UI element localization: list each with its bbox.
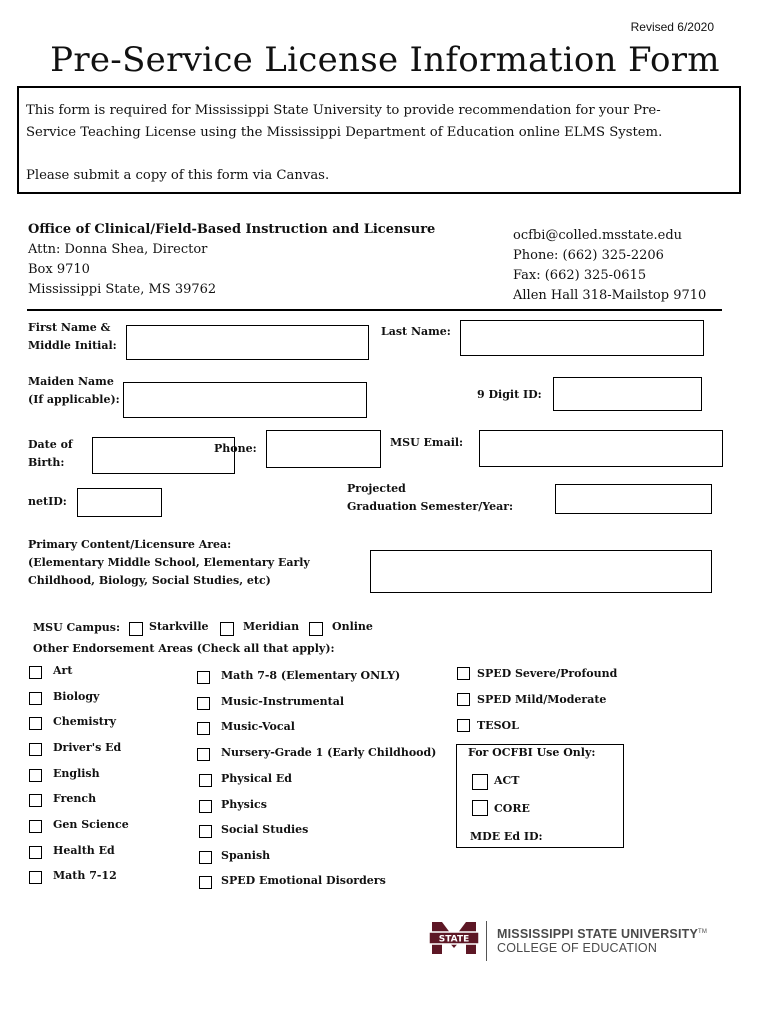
endorsement-checkbox[interactable]	[199, 825, 212, 838]
endorsement-label: Chemistry	[53, 715, 117, 728]
primary-content-label: Primary Content/Licensure Area: (Elementary Middle School, Elementary Early Childhood, Biology, Social Studies, etc)	[28, 538, 310, 587]
endorsement-label: Nursery-Grade 1 (Early Childhood)	[221, 746, 437, 759]
mde-ed-id-label: MDE Ed ID:	[470, 830, 543, 843]
endorsement-label: Physics	[221, 798, 267, 811]
contact-fax: Fax: (662) 325-0615	[513, 268, 647, 283]
act-label: ACT	[494, 774, 520, 787]
core-label: CORE	[494, 802, 530, 815]
primary-content-field[interactable]	[370, 550, 712, 593]
maiden-name-field[interactable]	[123, 382, 367, 418]
endorsement-label: SPED Severe/Profound	[477, 667, 618, 680]
page-title: Pre-Service License Information Form	[50, 40, 720, 80]
digit-id-label: 9 Digit ID:	[477, 388, 542, 401]
endorsement-label: Music-Vocal	[221, 720, 295, 733]
first-name-field[interactable]	[126, 325, 369, 360]
office-attn: Attn: Donna Shea, Director	[28, 242, 208, 257]
endorsement-label: Gen Science	[53, 818, 129, 831]
endorsement-label: SPED Emotional Disorders	[221, 874, 386, 887]
msu-logo	[428, 918, 480, 962]
endorsement-label: Math 7-12	[53, 869, 117, 882]
endorsements-label: Other Endorsement Areas (Check all that apply):	[33, 642, 335, 655]
msu-m-state-icon	[428, 918, 480, 958]
university-name: MISSISSIPPI STATE UNIVERSITY™	[497, 927, 708, 941]
graduation-field[interactable]	[555, 484, 712, 514]
endorsement-label: Spanish	[221, 849, 271, 862]
endorsement-checkbox[interactable]	[199, 876, 212, 889]
contact-phone: Phone: (662) 325-2206	[513, 248, 664, 263]
endorsement-checkbox[interactable]	[29, 692, 42, 705]
endorsement-checkbox[interactable]	[457, 667, 470, 680]
ocfbi-title: For OCFBI Use Only:	[468, 746, 596, 759]
endorsement-checkbox[interactable]	[29, 769, 42, 782]
notice-line: Service Teaching License using the Mississippi Department of Education online ELMS System.	[26, 125, 663, 140]
netid-field[interactable]	[77, 488, 162, 517]
endorsement-checkbox[interactable]	[199, 851, 212, 864]
first-name-label: First Name & Middle Initial:	[28, 321, 117, 352]
endorsement-label: Social Studies	[221, 823, 309, 836]
notice-line: Please submit a copy of this form via Canvas.	[26, 168, 330, 183]
msu-email-field[interactable]	[479, 430, 723, 467]
campus-online-checkbox[interactable]	[309, 622, 323, 636]
phone-label: Phone:	[214, 442, 257, 455]
svg-text:STATE: STATE	[438, 934, 470, 945]
campus-label: MSU Campus:	[33, 621, 121, 634]
endorsement-label: Biology	[53, 690, 100, 703]
endorsement-checkbox[interactable]	[197, 671, 210, 684]
maiden-name-label: Maiden Name (If applicable):	[28, 375, 120, 406]
msu-email-label: MSU Email:	[390, 436, 464, 449]
office-contact	[513, 226, 706, 306]
campus-meridian-checkbox[interactable]	[220, 622, 234, 636]
college-name: COLLEGE OF EDUCATION	[497, 941, 658, 955]
section-divider	[27, 309, 722, 311]
endorsement-checkbox[interactable]	[197, 748, 210, 761]
endorsement-checkbox[interactable]	[29, 743, 42, 756]
endorsement-label: Math 7-8 (Elementary ONLY)	[221, 669, 401, 682]
office-city: Mississippi State, MS 39762	[28, 282, 217, 297]
dob-label: Date of Birth:	[28, 438, 73, 469]
endorsement-label: TESOL	[477, 719, 519, 732]
endorsement-checkbox[interactable]	[29, 820, 42, 833]
endorsement-label: Art	[53, 664, 73, 677]
office-box: Box 9710	[28, 262, 90, 277]
act-checkbox[interactable]	[472, 774, 488, 790]
endorsement-checkbox[interactable]	[29, 846, 42, 859]
endorsement-label: French	[53, 792, 97, 805]
last-name-field[interactable]	[460, 320, 704, 356]
endorsement-checkbox[interactable]	[197, 722, 210, 735]
contact-address: Allen Hall 318-Mailstop 9710	[513, 288, 707, 303]
endorsement-label: English	[53, 767, 100, 780]
campus-option-label: Starkville	[149, 620, 209, 633]
phone-field[interactable]	[266, 430, 381, 468]
notice-box	[17, 86, 741, 194]
endorsement-label: Physical Ed	[221, 772, 292, 785]
endorsement-checkbox[interactable]	[197, 697, 210, 710]
revision-date: Revised 6/2020	[630, 20, 714, 34]
endorsement-checkbox[interactable]	[29, 794, 42, 807]
campus-option-label: Meridian	[243, 620, 300, 633]
graduation-label: Projected Graduation Semester/Year:	[347, 482, 514, 513]
logo-divider	[486, 921, 487, 961]
endorsement-label: Health Ed	[53, 844, 115, 857]
endorsement-checkbox[interactable]	[29, 666, 42, 679]
endorsement-checkbox[interactable]	[199, 800, 212, 813]
endorsement-checkbox[interactable]	[29, 871, 42, 884]
last-name-label: Last Name:	[381, 325, 451, 338]
notice-line: This form is required for Mississippi State University to provide recommendation for your Pre-	[26, 103, 661, 118]
digit-id-field[interactable]	[553, 377, 702, 411]
core-checkbox[interactable]	[472, 800, 488, 816]
endorsement-label: Music-Instrumental	[221, 695, 345, 708]
office-address	[28, 220, 435, 300]
endorsement-checkbox[interactable]	[199, 774, 212, 787]
campus-starkville-checkbox[interactable]	[129, 622, 143, 636]
contact-email: ocfbi@colled.msstate.edu	[513, 228, 683, 243]
endorsement-label: Driver's Ed	[53, 741, 122, 754]
endorsement-checkbox[interactable]	[29, 717, 42, 730]
netid-label: netID:	[28, 495, 67, 508]
endorsement-checkbox[interactable]	[457, 719, 470, 732]
endorsement-checkbox[interactable]	[457, 693, 470, 706]
office-name: Office of Clinical/Field-Based Instruction and Licensure	[28, 222, 436, 237]
campus-option-label: Online	[332, 620, 373, 633]
endorsement-label: SPED Mild/Moderate	[477, 693, 607, 706]
